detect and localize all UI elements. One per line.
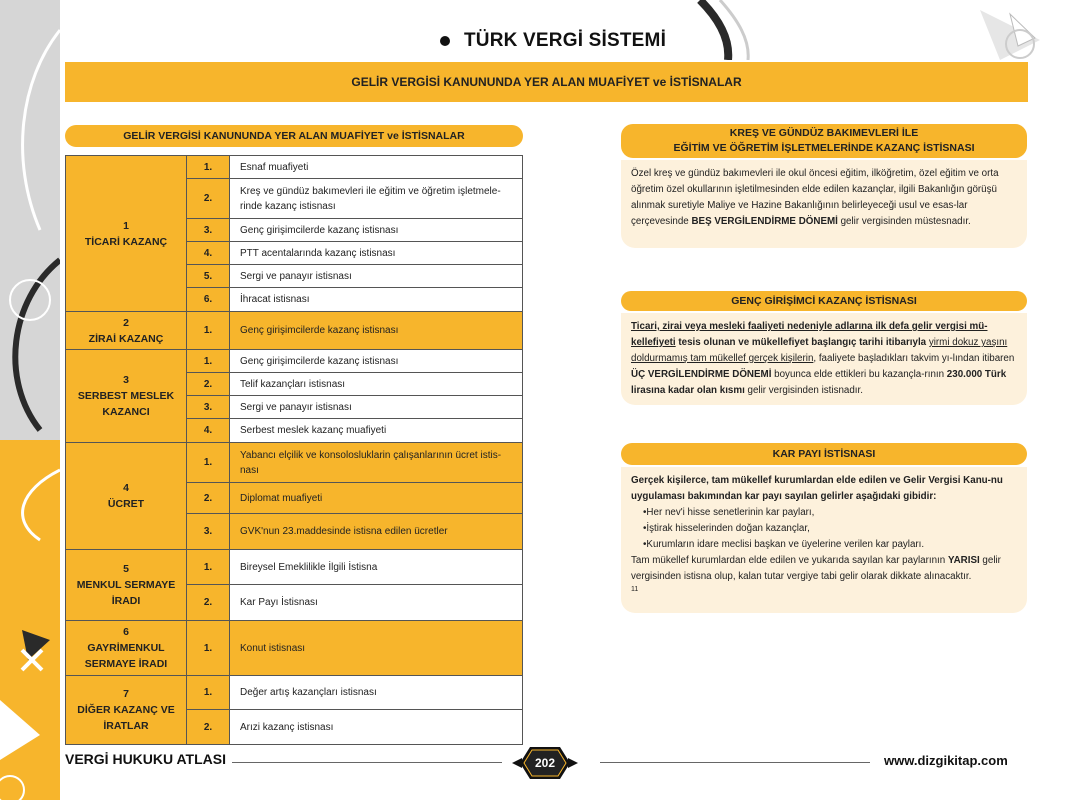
table-row [187, 550, 522, 585]
row-number: 6. [187, 288, 230, 311]
group-number: 2 [123, 316, 129, 329]
group-number: 6 [123, 626, 129, 638]
group-label [66, 156, 187, 311]
table-row [187, 179, 522, 219]
left-pattern-graphic [0, 0, 60, 800]
list-item: •Her nev'i hisse senetlerinin kar payları, [643, 507, 815, 518]
row-text: PTT acentalarında kazanç istisnası [230, 242, 522, 264]
table-row [187, 585, 522, 620]
table-group-zirai [66, 312, 522, 350]
kar-bold-half: YARISI [947, 555, 980, 566]
footer-divider-left [232, 762, 502, 763]
group-title: ÜCRET [107, 498, 145, 510]
row-number: 5. [187, 265, 230, 287]
table-row [187, 514, 522, 549]
table-row [187, 265, 522, 288]
group-label [66, 443, 187, 549]
genc-text-2: boyunca elde ettikleri bu kazançla-rının [771, 369, 947, 380]
table-row [187, 242, 522, 265]
group-label [66, 621, 187, 675]
row-text: Sergi ve panayır istisnası [230, 396, 522, 418]
row-text: Telif kazançları istisnası [230, 373, 522, 395]
row-number: 1. [187, 312, 230, 349]
row-number: 2. [187, 710, 230, 744]
row-text: Konut istisnası [230, 621, 522, 675]
row-text: Kar Payı İstisnası [230, 585, 522, 620]
group-title: ZİRAİ KAZANÇ [88, 332, 164, 345]
group-title: SERBEST MESLEK KAZANCI [77, 390, 175, 418]
table-row [187, 288, 522, 311]
group-number: 4 [123, 482, 129, 494]
table-row [187, 621, 522, 675]
row-text: Arızi kazanç istisnası [230, 710, 522, 744]
table-row [187, 419, 522, 442]
list-item: •Kurumların idare meclisi başkan ve üyelerine verilen kar payları. [643, 539, 925, 550]
kar-heading-text: KAR PAYI İSTİSNASI [772, 447, 876, 460]
page-title [440, 27, 666, 55]
row-number: 1. [187, 443, 230, 482]
row-number: 1. [187, 350, 230, 372]
row-number: 2. [187, 179, 230, 218]
table-row [187, 483, 522, 514]
title-bullet-icon [440, 36, 450, 46]
row-number: 3. [187, 514, 230, 549]
genc-bold-amount: 230.000 Türk lirasına kadar olan kısmı [631, 369, 1007, 396]
footnote-marker: 11 [631, 586, 639, 593]
table-row [187, 676, 522, 710]
row-text: Yabancı elçilik ve konsolosluklarin çalışanlarının ücret istis-nası [230, 443, 522, 482]
group-title: DİĞER KAZANÇ VE İRATLAR [77, 704, 175, 732]
list-item: •İştirak hisselerinden doğan kazançlar, [643, 523, 810, 534]
row-number: 4. [187, 242, 230, 264]
group-number: 3 [123, 374, 129, 386]
row-number: 4. [187, 419, 230, 442]
row-text: Diplomat muafiyeti [230, 483, 522, 513]
row-text: Genç girişimcilerde kazanç istisnası [230, 219, 522, 241]
group-number: 5 [123, 563, 129, 575]
table-row [187, 396, 522, 419]
table-row [187, 710, 522, 744]
exemptions-table [65, 155, 523, 745]
genc-section-heading [621, 291, 1027, 311]
page-number: 202 [534, 756, 556, 770]
table-group-menkul [66, 550, 522, 621]
table-row [187, 219, 522, 242]
page-number-badge [512, 744, 578, 782]
kar-bullet-list [631, 505, 1019, 553]
group-label [66, 676, 187, 744]
row-number: 3. [187, 219, 230, 241]
row-text: Bireysel Emeklilikle İlgili İstisna [230, 550, 522, 584]
table-row [187, 443, 522, 483]
group-label [66, 550, 187, 620]
row-number: 1. [187, 156, 230, 178]
genc-bold-period: ÜÇ VERGİLENDİRME DÖNEMİ [631, 369, 772, 380]
row-number: 1. [187, 621, 230, 675]
kar-section-body [621, 467, 1027, 613]
kres-heading-line1: KREŞ VE GÜNDÜZ BAKIMEVLERİ İLE [729, 127, 919, 139]
genc-heading-text: GENÇ GİRİŞİMCİ KAZANÇ İSTİSNASI [731, 294, 917, 307]
kar-text-2: gelir vergisinden istisna olup, kalan tutar vergiye tabi gelir olarak dikkate alınacaktır. [631, 555, 1001, 582]
table-row [187, 350, 522, 373]
genc-bold-1: tesis olunan ve mükellefiyet başlangıç tarihi itibarıyla [675, 337, 929, 348]
row-number: 2. [187, 585, 230, 620]
website-link[interactable]: www.dizgikitap.com [884, 753, 1008, 768]
table-group-ucret [66, 443, 522, 550]
table-row [187, 312, 522, 349]
group-label [66, 350, 187, 442]
row-text: Değer artış kazançları istisnası [230, 676, 522, 709]
group-title: MENKUL SERMAYE İRADI [76, 579, 176, 607]
row-text: GVK'nun 23.maddesinde istisna edilen ücretler [230, 514, 522, 549]
group-title: GAYRİMENKUL SERMAYE İRADI [84, 642, 168, 670]
row-text: Sergi ve panayır istisnası [230, 265, 522, 287]
row-number: 1. [187, 676, 230, 709]
table-group-diger [66, 676, 522, 744]
page-title-text: TÜRK VERGİ SİSTEMİ [464, 30, 667, 51]
row-number: 2. [187, 373, 230, 395]
footer-divider-right [600, 762, 870, 763]
group-label [66, 312, 187, 349]
table-row [187, 156, 522, 179]
genc-text-3: gelir vergisinden istisnadır. [744, 385, 863, 396]
kres-bold-period: BEŞ VERGİLENDİRME DÖNEMİ [691, 216, 838, 227]
kres-section-body [621, 160, 1027, 248]
row-text: Genç girişimcilerde kazanç istisnası [230, 312, 522, 349]
row-text: Esnaf muafiyeti [230, 156, 522, 178]
genc-underline-1: yirmi dokuz yaşını doldurmamış tam mükellef gerçek kişilerin [631, 337, 1008, 364]
kar-section-heading [621, 443, 1027, 465]
table-row [187, 373, 522, 396]
row-number: 1. [187, 550, 230, 584]
row-text: Kreş ve gündüz bakımevleri ile eğitim ve öğretim işletmele-rinde kazanç istisnası [230, 179, 522, 218]
group-number: 1 [123, 219, 129, 232]
main-banner: GELİR VERGİSİ KANUNUNDA YER ALAN MUAFİYET ve İSTİSNALAR [65, 62, 1028, 102]
genc-bold-underline-1: Ticari, zirai veya mesleki faaliyeti nedeniyle adlarına ilk defa gelir vergisi mü-kellefiyeti [631, 321, 988, 348]
genc-text-1: , faaliyete başladıkları takvim yı-lından itibaren [813, 353, 1015, 364]
group-number: 7 [123, 688, 129, 700]
group-title: TİCARİ KAZANÇ [84, 235, 168, 248]
row-number: 2. [187, 483, 230, 513]
kres-heading-line2: EĞİTİM VE ÖĞRETİM İŞLETMELERİNDE KAZANÇ İSTİSNASI [673, 142, 975, 154]
kres-section-heading [621, 124, 1027, 158]
table-group-ticari [66, 156, 522, 312]
table-heading: GELİR VERGİSİ KANUNUNDA YER ALAN MUAFİYET ve İSTİSNALAR [65, 125, 523, 147]
table-group-gayrimenkul [66, 621, 522, 676]
kres-text-1: Özel kreş ve gündüz bakımevleri ile okul öncesi eğitim, ilköğretim, özel eğitim ve orta öğretim özel okullarının işletilmesinden elde edilen kazançlar, ilgili Bakanlığın görüşü alınmak suretiyle Maliye ve Hazine Bakanlığının belirleyeceği usul ve esas-lar çerçevesinde [631, 168, 999, 227]
book-title: VERGİ HUKUKU ATLASI [65, 751, 226, 767]
row-text: Serbest meslek kazanç muafiyeti [230, 419, 522, 442]
table-group-serbest-meslek [66, 350, 522, 443]
kar-text-1: Tam mükellef kurumlardan elde edilen ve yukarıda sayılan kar paylarının [631, 555, 948, 566]
row-text: İhracat istisnası [230, 288, 522, 311]
left-margin-decoration [0, 0, 60, 800]
kar-lead-text: Gerçek kişilerce, tam mükellef kurumlardan elde edilen ve Gelir Vergisi Kanu-nu uygulaması bakımından kar payı sayılan gelirler aşağıdaki gibidir: [631, 475, 1003, 502]
kres-text-2: gelir vergisinden müstesnadır. [837, 216, 971, 227]
row-number: 3. [187, 396, 230, 418]
row-text: Genç girişimcilerde kazanç istisnası [230, 350, 522, 372]
genc-section-body [621, 313, 1027, 405]
